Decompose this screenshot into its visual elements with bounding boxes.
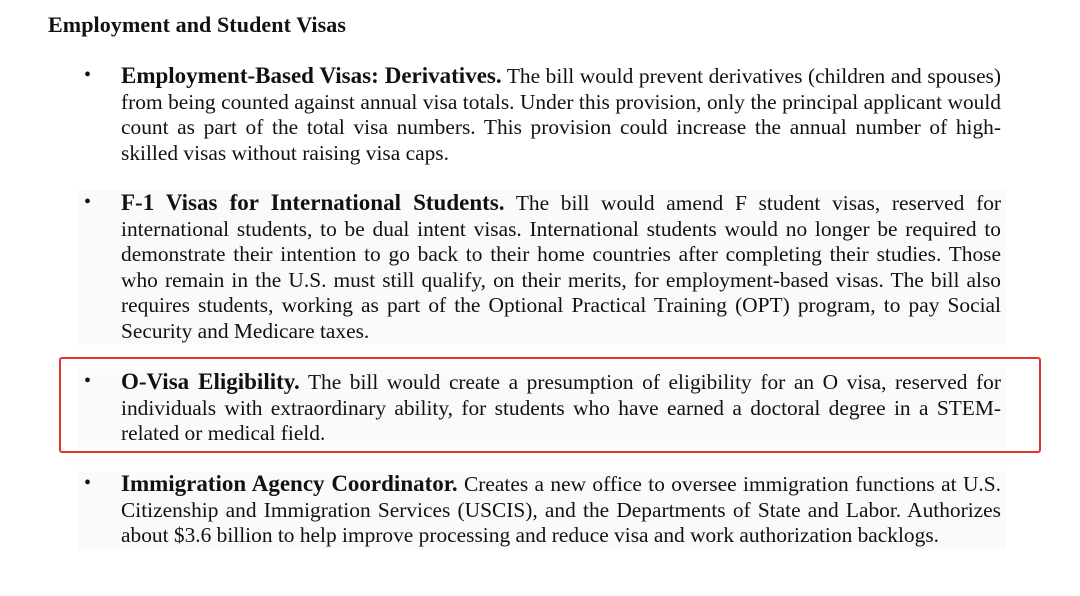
list-item-text bbox=[121, 63, 1001, 166]
bullet: • bbox=[84, 472, 92, 494]
list-item-f1-visas bbox=[78, 190, 1006, 345]
item-lead: O-Visa Eligibility. bbox=[121, 369, 300, 394]
list-item-text bbox=[121, 190, 1001, 345]
item-lead: F-1 Visas for International Students. bbox=[121, 190, 505, 215]
list-item-agency-coordinator bbox=[78, 471, 1006, 549]
item-body: The bill would create a presumption of eligibility for an O visa, reserved for individuals with extraordinary ability, for students who have earned a doctoral degree in a STEM-related or medical field. bbox=[121, 370, 1001, 446]
highlight-box bbox=[59, 357, 1041, 453]
item-lead: Immigration Agency Coordinator. bbox=[121, 471, 458, 496]
item-body: Creates a new office to oversee immigration functions at U.S. Citizenship and Immigration Services (USCIS), and the Departments of State and Labor. Authorizes about $3.6 billion to help improve processing and reduce visa and work authorization backlogs. bbox=[121, 472, 1001, 548]
bullet: • bbox=[84, 191, 92, 213]
section-title: Employment and Student Visas bbox=[48, 12, 347, 37]
list-item-employment-derivatives bbox=[78, 63, 1006, 166]
bullet: • bbox=[84, 370, 92, 392]
item-body: The bill would amend F student visas, reserved for international students, to be dual intent visas. International students would no longer be required to demonstrate their intention to go back to their home countries after completing their studies. Those who remain in the U.S. must still qualify, on their merits, for employment-based visas. The bill also requires students, working as part of the Optional Practical Training (OPT) program, to pay Social Security and Medicare taxes. bbox=[121, 191, 1002, 343]
item-body: The bill would prevent derivatives (children and spouses) from being counted against annual visa totals. Under this provision, only the principal applicant would count as part of the total visa numbers. This provision could increase the annual number of high-skilled visas without raising visa caps. bbox=[121, 64, 1002, 165]
bullet: • bbox=[84, 64, 92, 86]
item-lead: Employment-Based Visas: Derivatives. bbox=[121, 63, 502, 88]
list-item-text bbox=[121, 471, 1001, 549]
